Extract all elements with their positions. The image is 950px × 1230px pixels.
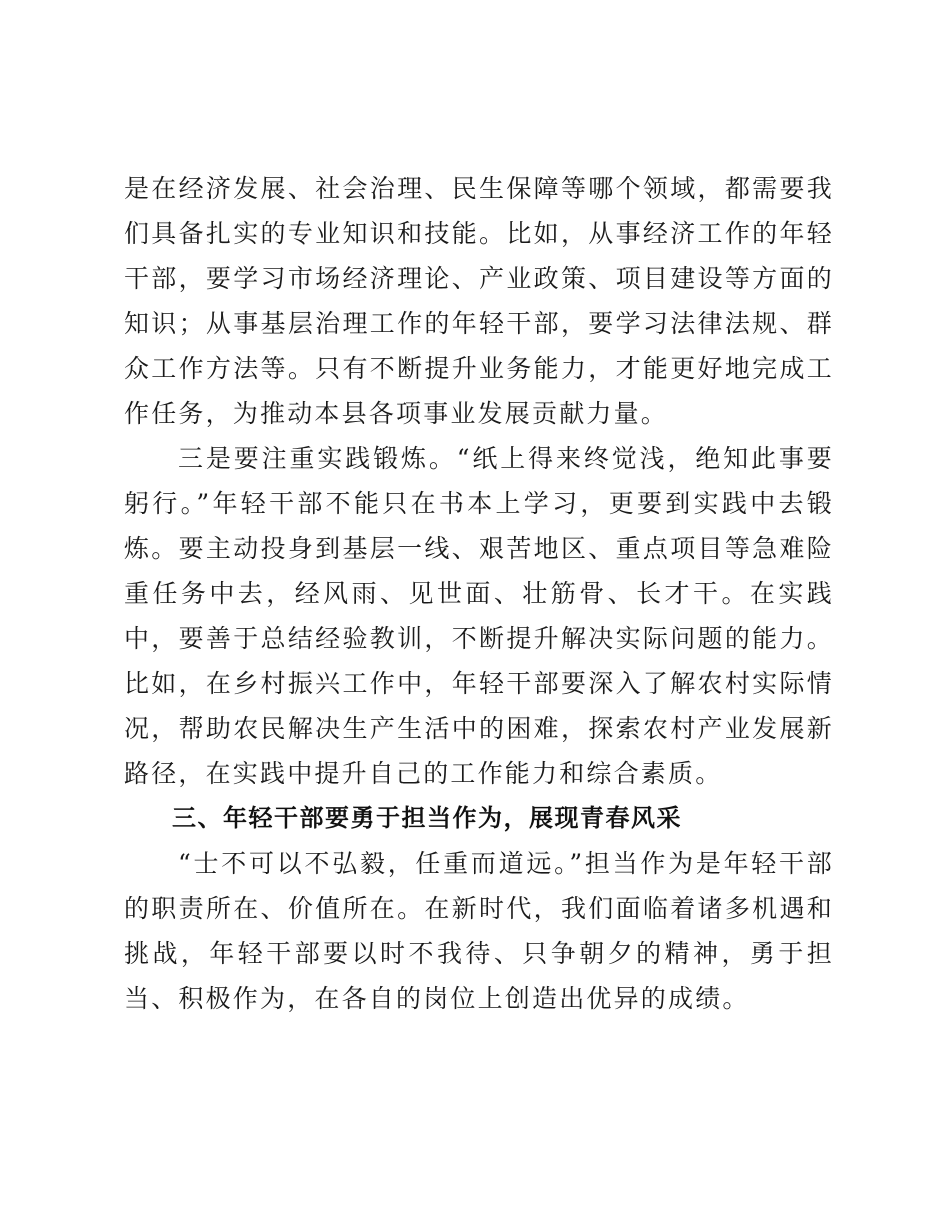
paragraph-practice-training: 三是要注重实践锻炼。“纸上得来终觉浅，绝知此事要躬行。”年轻干部不能只在书本上学习，更要到实践中去锻炼。要主动投身到基层一线、艰苦地区、重点项目等急难险重任务中去，经风雨、见世面、壮筋骨、长才干。在实践中，要善于总结经验教训，不断提升解决实际问题的能力。比如，在乡村振兴工作中，年轻干部要深入了解农村实际情况，帮助农民解决生产生活中的困难，探索农村产业发展新路径，在实践中提升自己的工作能力和综合素质。 <box>124 444 834 788</box>
paragraph-professional-skills: 是在经济发展、社会治理、民生保障等哪个领域，都需要我们具备扎实的专业知识和技能。比如，从事经济工作的年轻干部，要学习市场经济理论、产业政策、项目建设等方面的知识；从事基层治理工作的年轻干部，要学习法律法规、群众工作方法等。只有不断提升业务能力，才能更好地完成工作任务，为推动本县各项事业发展贡献力量。 <box>124 174 834 428</box>
document-body <box>124 166 834 1021</box>
paragraph-responsibility: “士不可以不弘毅，任重而道远。”担当作为是年轻干部的职责所在、价值所在。在新时代，我们面临着诸多机遇和挑战，年轻干部要以时不我待、只争朝夕的精神，勇于担当、积极作为，在各自的岗位上创造出优异的成绩。 <box>124 849 834 1013</box>
section-heading: 三、年轻干部要勇于担当作为，展现青春风采 <box>172 804 682 832</box>
